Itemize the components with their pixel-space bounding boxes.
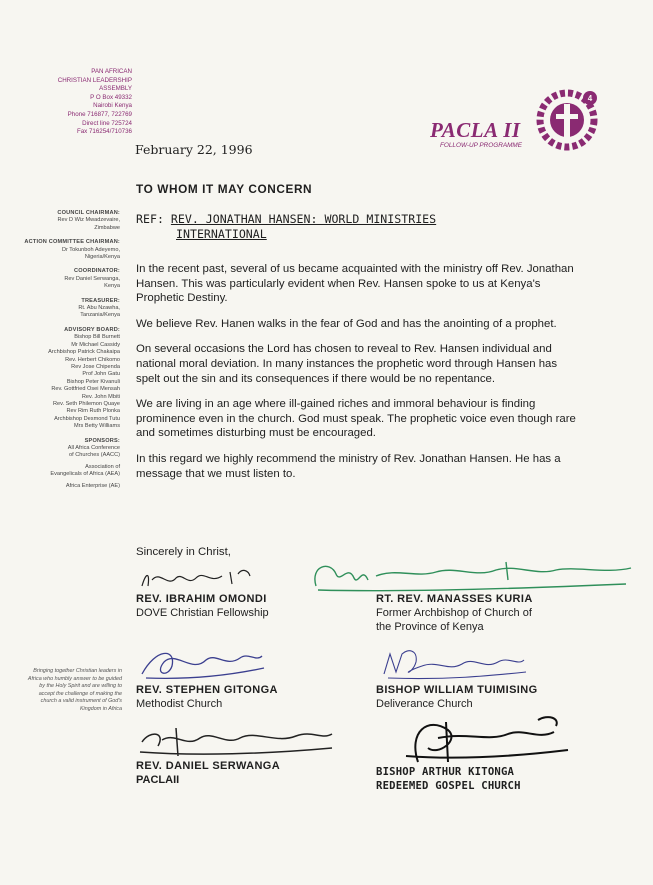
signatory-role-cont: the Province of Kenya [376, 621, 484, 633]
sidebar-block [20, 298, 120, 320]
signatory-role: DOVE Christian Fellowship [136, 607, 269, 619]
sidebar-line: Dr Tokunboh Adeyemo, [61, 246, 120, 253]
signatory-role: REDEEMED GOSPEL CHURCH [376, 780, 521, 792]
sidebar-label: TREASURER: [81, 297, 120, 304]
paragraph: We believe Rev. Hanen walks in the fear of God and has the anointing of a prophet. [136, 317, 557, 330]
letter-heading: TO WHOM IT MAY CONCERN [136, 182, 313, 196]
signatory-role: Former Archbishop of Church of [376, 607, 532, 619]
sidebar-line: Rev. Seth Philemon Quaye [52, 400, 120, 407]
signatory-name: REV. DANIEL SERWANGA [136, 760, 281, 772]
sidebar-officers [20, 210, 120, 497]
svg-text:4: 4 [587, 94, 593, 103]
sidebar-line: Rev. Herbert Chikomo [65, 356, 120, 363]
sidebar-line: Rev Rim Ruth Plonka [66, 408, 120, 415]
ref-subject-cont: INTERNATIONAL [176, 227, 267, 241]
sidebar-block [20, 239, 120, 261]
sidebar-line: Zimbabwe [94, 224, 120, 231]
sidebar-line: All Africa Conference [67, 444, 120, 451]
sidebar-line: Evangelicals of Africa (AEA) [50, 471, 120, 478]
signature-gitonga [136, 644, 266, 684]
closing-line: Sincerely in Christ, [136, 546, 231, 558]
sidebar-label: COUNCIL CHAIRMAN: [57, 210, 120, 216]
sidebar-label: COORDINATOR: [73, 268, 120, 275]
signatory-role: Deliverance Church [376, 698, 473, 710]
sidebar-line: Rev. Gottfried Osei Mensah [51, 386, 120, 393]
sidebar-block [20, 210, 120, 232]
sidebar-line: Association of [85, 463, 120, 470]
signatory-name: RT. REV. MANASSES KURIA [376, 593, 533, 605]
sidebar-block [20, 438, 120, 490]
pacla-logo [430, 84, 610, 164]
sidebar-line: Africa Enterprise (AE) [65, 482, 120, 489]
signatory-serwanga [136, 759, 280, 787]
sidebar-line: Prof John Gatu [82, 371, 120, 378]
signatory-kitonga [376, 765, 521, 793]
sidebar-line: Bishop Bill Burnett [74, 334, 120, 341]
signatory-name: REV. IBRAHIM OMONDI [136, 593, 267, 605]
sidebar-line: Mrs Betty Williams [74, 423, 120, 430]
sidebar-line: Tanzania/Kenya [80, 312, 120, 319]
signatory-role: Methodist Church [136, 698, 223, 710]
logo-subtitle: FOLLOW-UP PROGRAMME [440, 142, 523, 149]
sidebar-line: Rev Jose Chipenda [71, 363, 120, 370]
signatory-name: BISHOP ARTHUR KITONGA [376, 766, 515, 778]
address-line: P O Box 49332 [90, 93, 132, 101]
signatory-omondi [136, 592, 269, 620]
signatory-name: BISHOP WILLIAM TUIMISING [376, 684, 538, 696]
signatory-tuimising [376, 683, 538, 711]
sidebar-line: Archbishop Patrick Chakaipa [48, 349, 120, 356]
signatory-role: PACLAII [136, 774, 180, 786]
signature-omondi [138, 566, 258, 592]
signature-serwanga [136, 722, 336, 762]
address-line: Nairobi Kenya [93, 102, 132, 110]
sidebar-label: SPONSORS: [84, 437, 120, 444]
address-line: CHRISTIAN LEADERSHIP [57, 76, 132, 84]
sidebar-line: Nigeria/Kenya [84, 254, 120, 261]
sidebar-line: Mr Michael Cassidy [71, 341, 120, 348]
letterhead-address [40, 68, 132, 137]
sidebar-block [20, 268, 120, 290]
signatory-kuria [376, 592, 533, 634]
sidebar-line: Rt. Abu Nzawha, [78, 305, 120, 312]
ref-prefix: REF: [136, 212, 164, 226]
signatory-name: REV. STEPHEN GITONGA [136, 684, 278, 696]
letter-date: February 22, 1996 [135, 142, 253, 157]
address-line: PAN AFRICAN [91, 68, 132, 75]
sidebar-line: of Churches (AACC) [69, 452, 120, 459]
address-line: Direct line 725724 [82, 119, 132, 127]
paragraph: On several occasions the Lord has chosen to reveal to Rev. Hansen individual and national moral deviation. In many instances the prophetic word through Hansen has spelt out the sin and its consequences if there would be no repentance. [136, 343, 558, 385]
address-line: ASSEMBLY [99, 85, 132, 93]
reference-line [136, 212, 436, 242]
address-line: Fax 716254/710736 [76, 128, 132, 136]
sidebar-block [20, 327, 120, 431]
logo-text: PACLA II [430, 118, 521, 142]
signature-kuria [306, 556, 636, 596]
signature-tuimising [378, 646, 528, 682]
sidebar-line: Archbishop Desmond Tutu [54, 415, 120, 422]
paragraph: In the recent past, several of us became acquainted with the ministry off Rev. Jonathan Hansen. This was particularly evident when Rev. Hansen spoke to us at Kenya's Prophetic Destiny. [136, 263, 574, 305]
sidebar-line: Bishop Peter Kivanuli [66, 378, 120, 385]
address-line: Phone 716877, 722769 [67, 110, 132, 118]
sidebar-label: ADVISORY BOARD: [64, 326, 120, 333]
sidebar-line: Rev D Wiz Mwadzevaire, [57, 217, 120, 224]
sidebar-line: Rev Daniel Serwanga, [64, 275, 120, 282]
signatory-gitonga [136, 683, 278, 711]
organization-motto: Bringing together Christian leaders in Africa who humbly answer to be guided by the Holy Spirit and are willing to accept the challenge of making the church a valid instrument of God's Kingdom in Africa [27, 668, 122, 712]
paragraph: We are living in an age where ill-gained riches and immoral behaviour is finding prominence even in the church. God must speak. The prophetic voice even though rare and sometimes disturbing must be encouraged. [136, 398, 576, 440]
letter-body [136, 262, 582, 492]
sidebar-label: ACTION COMMITTEE CHAIRMAN: [24, 239, 120, 246]
sidebar-line: Rev. John Mbiti [81, 393, 120, 400]
sidebar-line: Kenya [104, 283, 120, 290]
ref-subject: REV. JONATHAN HANSEN: WORLD MINISTRIES [170, 212, 437, 226]
signature-kitonga [398, 712, 578, 768]
paragraph: In this regard we highly recommend the ministry of Rev. Jonathan Hansen. He has a message that we must listen to. [136, 452, 561, 480]
